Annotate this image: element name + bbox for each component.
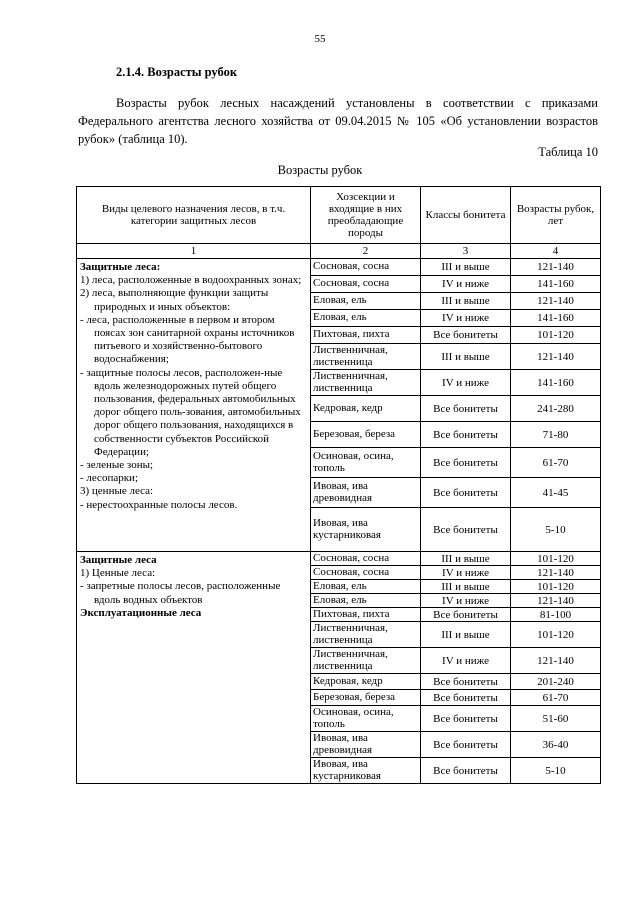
column-number: 1 (77, 244, 311, 259)
forest-category-line: - лесопарки; (80, 472, 138, 485)
site-class-cell: Все бонитеты (421, 327, 511, 344)
forest-category-line: - леса, расположенные в первом и втором поясах зон санитарной охраны источников питьевого и хозяйственно-бытового водоснабжения; (80, 313, 295, 366)
species-cell: Ивовая, ива кустарниковая (311, 508, 421, 552)
header-site-class: Классы бонитета (421, 187, 511, 244)
species-cell: Березовая, береза (311, 690, 421, 706)
site-class-cell: IV и ниже (421, 594, 511, 608)
site-class-cell: III и выше (421, 344, 511, 370)
species-cell: Осиновая, осина, тополь (311, 448, 421, 478)
species-cell: Пихтовая, пихта (311, 608, 421, 622)
site-class-cell: III и выше (421, 580, 511, 594)
cutting-age-cell: 121-140 (511, 293, 601, 310)
site-class-cell: III и выше (421, 259, 511, 276)
cutting-age-cell: 101-120 (511, 327, 601, 344)
site-class-cell: Все бонитеты (421, 706, 511, 732)
species-cell: Лиственничная, лиственница (311, 370, 421, 396)
species-cell: Лиственничная, лиственница (311, 622, 421, 648)
cutting-age-cell: 201-240 (511, 674, 601, 690)
species-cell: Кедровая, кедр (311, 396, 421, 422)
site-class-cell: Все бонитеты (421, 448, 511, 478)
species-cell: Еловая, ель (311, 594, 421, 608)
site-class-cell: III и выше (421, 293, 511, 310)
cutting-age-cell: 241-280 (511, 396, 601, 422)
forest-category-line: - защитные полосы лесов, расположен-ные вдоль железнодорожных путей общего пользования, федеральных автомобильных дорог общего поль-зования, автомобильных дорог общего пользования, находящихся в собственности субъектов Российской Федерации; (80, 366, 301, 458)
cutting-age-cell: 61-70 (511, 690, 601, 706)
cutting-age-cell: 121-140 (511, 566, 601, 580)
species-cell: Сосновая, сосна (311, 259, 421, 276)
forest-category-line: - нерестоохранные полосы лесов. (80, 498, 238, 511)
table-caption: Возрасты рубок (277, 163, 363, 177)
column-number: 2 (311, 244, 421, 259)
forest-category-line: 2) леса, выполняющие функции защиты природных и иных объектов: (80, 287, 269, 313)
site-class-cell: Все бонитеты (421, 478, 511, 508)
forest-category-heading: Эксплуатационные леса (80, 606, 202, 619)
site-class-cell: Все бонитеты (421, 674, 511, 690)
cutting-age-cell: 141-160 (511, 310, 601, 327)
site-class-cell: III и выше (421, 552, 511, 566)
site-class-cell: Все бонитеты (421, 758, 511, 784)
header-cutting-age: Возрасты рубок, лет (511, 187, 601, 244)
cutting-ages-table (76, 186, 601, 784)
forest-category-line: - зеленые зоны; (80, 459, 154, 472)
cutting-age-cell: 36-40 (511, 732, 601, 758)
species-cell: Лиственничная, лиственница (311, 648, 421, 674)
intro-paragraph: Возрасты рубок лесных насаждений установлены в соответствии с приказами Федерального агентства лесного хозяйства от 09.04.2015 № 105 «Об установлении возрастов рубок» (таблица 10). (78, 96, 598, 146)
site-class-cell: Все бонитеты (421, 396, 511, 422)
species-cell: Ивовая, ива древовидная (311, 732, 421, 758)
site-class-cell: Все бонитеты (421, 422, 511, 448)
species-cell: Ивовая, ива древовидная (311, 478, 421, 508)
species-cell: Лиственничная, лиственница (311, 344, 421, 370)
species-cell: Сосновая, сосна (311, 276, 421, 293)
cutting-age-cell: 101-120 (511, 580, 601, 594)
forest-purpose-cell (77, 552, 311, 784)
species-cell: Сосновая, сосна (311, 552, 421, 566)
species-cell: Ивовая, ива кустарниковая (311, 758, 421, 784)
site-class-cell: III и выше (421, 622, 511, 648)
species-cell: Березовая, береза (311, 422, 421, 448)
cutting-age-cell: 41-45 (511, 478, 601, 508)
table-number: Таблица 10 (538, 145, 598, 159)
site-class-cell: Все бонитеты (421, 732, 511, 758)
header-forest-purpose: Виды целевого назначения лесов, в т.ч. категории защитных лесов (77, 187, 311, 244)
cutting-age-cell: 141-160 (511, 276, 601, 293)
table-header-row (77, 187, 601, 244)
species-cell: Еловая, ель (311, 293, 421, 310)
cutting-age-cell: 121-140 (511, 648, 601, 674)
cutting-age-cell: 121-140 (511, 344, 601, 370)
cutting-age-cell: 5-10 (511, 508, 601, 552)
table-body (77, 259, 601, 784)
forest-category-heading: Защитные леса: (80, 261, 161, 273)
forest-category-line: 1) леса, расположенные в водоохранных зонах; (80, 274, 302, 287)
cutting-age-cell: 121-140 (511, 259, 601, 276)
cutting-age-cell: 81-100 (511, 608, 601, 622)
forest-category-line: - запретные полосы лесов, расположенные вдоль водных объектов (80, 580, 281, 606)
site-class-cell: IV и ниже (421, 648, 511, 674)
cutting-age-cell: 101-120 (511, 622, 601, 648)
header-species: Хозсекции и входящие в них преобладающие породы (311, 187, 421, 244)
section-heading: 2.1.4. Возрасты рубок (116, 65, 238, 79)
cutting-age-cell: 5-10 (511, 758, 601, 784)
page-number: 55 (314, 33, 326, 45)
forest-category-line: 3) ценные леса: (80, 485, 154, 498)
forest-category-line: 1) Ценные леса: (80, 567, 156, 580)
site-class-cell: Все бонитеты (421, 608, 511, 622)
site-class-cell: IV и ниже (421, 370, 511, 396)
cutting-age-cell: 121-140 (511, 594, 601, 608)
column-number-row (77, 244, 601, 259)
site-class-cell: IV и ниже (421, 310, 511, 327)
site-class-cell: IV и ниже (421, 276, 511, 293)
cutting-age-cell: 51-60 (511, 706, 601, 732)
table-row (77, 552, 601, 566)
column-number: 3 (421, 244, 511, 259)
forest-category-heading: Защитные леса (80, 554, 157, 566)
species-cell: Пихтовая, пихта (311, 327, 421, 344)
site-class-cell: Все бонитеты (421, 690, 511, 706)
cutting-age-cell: 71-80 (511, 422, 601, 448)
species-cell: Кедровая, кедр (311, 674, 421, 690)
column-number: 4 (511, 244, 601, 259)
forest-purpose-cell (77, 259, 311, 552)
cutting-age-cell: 141-160 (511, 370, 601, 396)
site-class-cell: IV и ниже (421, 566, 511, 580)
table-row (77, 259, 601, 276)
cutting-age-cell: 101-120 (511, 552, 601, 566)
species-cell: Еловая, ель (311, 310, 421, 327)
species-cell: Осиновая, осина, тополь (311, 706, 421, 732)
site-class-cell: Все бонитеты (421, 508, 511, 552)
cutting-age-cell: 61-70 (511, 448, 601, 478)
species-cell: Еловая, ель (311, 580, 421, 594)
species-cell: Сосновая, сосна (311, 566, 421, 580)
